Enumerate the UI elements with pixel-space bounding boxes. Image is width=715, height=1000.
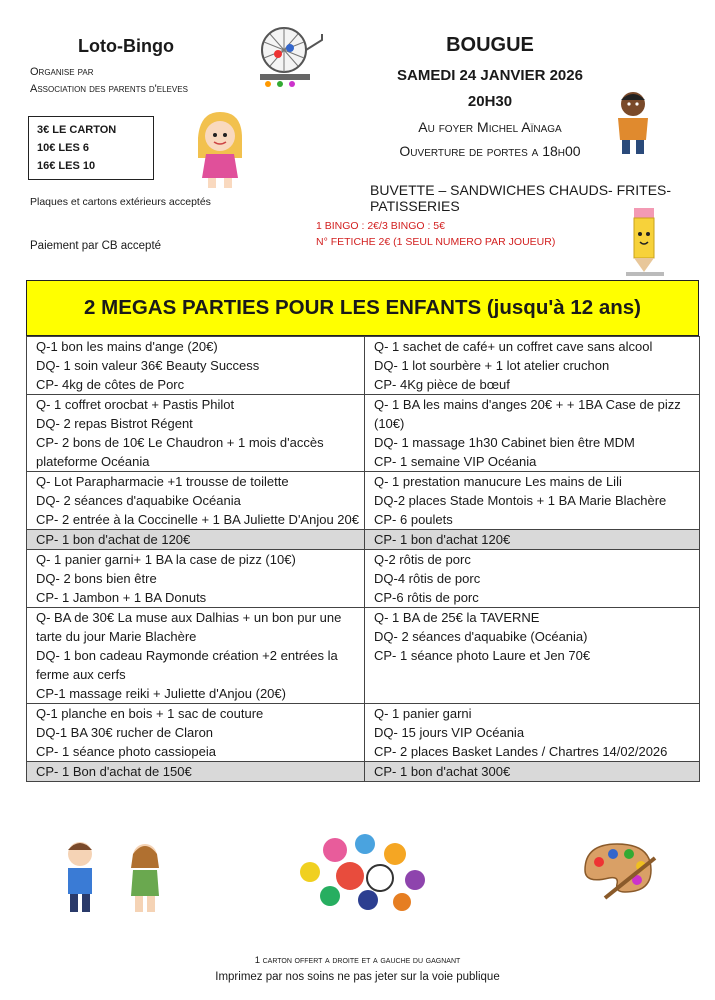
prize-cell-left — [27, 550, 365, 608]
price-line: 3€ LE CARTON — [37, 124, 117, 136]
prize-line: Q- 1 coffret orocbat + Pastis Philot — [36, 397, 235, 412]
prize-line: Q- 1 sachet de café+ un coffret cave sans alcool — [374, 339, 653, 354]
prize-cell-left — [27, 762, 365, 782]
prize-line: CP- 1 bon d'achat de 120€ — [36, 532, 191, 547]
paint-palette-icon — [575, 838, 660, 903]
prize-line: DQ- 2 repas Bistrot Régent — [36, 416, 193, 431]
prize-line: CP- 2 places Basket Landes / Chartres 14/02/2026 — [374, 744, 668, 759]
event-time: 20H30 — [467, 93, 513, 110]
prize-line: Q-1 bon les mains d'ange (20€) — [36, 339, 218, 354]
prize-row — [27, 395, 700, 472]
prize-cell-left — [27, 608, 365, 704]
organiser-label: Organise par — [30, 66, 94, 78]
prize-line: DQ- 1 soin valeur 36€ Beauty Success — [36, 358, 260, 373]
prize-table — [26, 336, 700, 782]
prize-line: CP- 1 Bon d'achat de 150€ — [36, 764, 192, 779]
prize-cell-right — [365, 608, 700, 704]
price-box — [28, 116, 154, 180]
prize-cell-left — [27, 395, 365, 472]
prize-cell-left — [27, 704, 365, 762]
prize-line: DQ- 1 bon cadeau Raymonde création +2 entrées la ferme aux cerfs — [36, 648, 338, 682]
fetiche-note: N° FETICHE 2€ (1 SEUL NUMERO PAR JOUEUR) — [316, 236, 556, 248]
prize-line: CP- 2 bons de 10€ Le Chaudron + 1 mois d'accès plateforme Océania — [36, 435, 324, 469]
prize-row — [27, 704, 700, 762]
prize-line: DQ- 15 jours VIP Océania — [374, 725, 525, 740]
prize-row — [27, 762, 700, 782]
prize-row — [27, 472, 700, 530]
prize-cell-left — [27, 530, 365, 550]
price-line: 10€ LES 6 — [37, 142, 89, 154]
plaques-note: Plaques et cartons extérieurs acceptés — [30, 196, 211, 208]
prize-cell-right — [365, 337, 700, 395]
prize-cell-right — [365, 704, 700, 762]
prize-line: DQ-4 rôtis de porc — [374, 571, 481, 586]
prize-line: Q- Lot Parapharmacie +1 trousse de toilette — [36, 474, 289, 489]
footer-print-note: Imprimez par nos soins ne pas jeter sur la voie publique — [215, 971, 500, 983]
buvette-line: BUVETTE – SANDWICHES CHAUDS- FRITES- PATISSERIES — [370, 182, 672, 214]
prize-line: CP- 1 séance photo Laure et Jen 70€ — [374, 648, 591, 663]
prize-cell-right — [365, 472, 700, 530]
bingo-prices: 1 BINGO : 2€/3 BINGO : 5€ — [316, 220, 445, 232]
prize-cell-left — [27, 337, 365, 395]
prize-line: DQ- 1 lot sourbère + 1 lot atelier cruchon — [374, 358, 610, 373]
prize-row — [27, 550, 700, 608]
prize-line: Q- 1 prestation manucure Les mains de Lili — [374, 474, 622, 489]
prize-line: DQ-2 places Stade Montois + 1 BA Marie Blachère — [374, 493, 667, 508]
prize-row — [27, 608, 700, 704]
footer-offer: 1 carton offert a droite et a gauche du gagnant — [254, 955, 461, 966]
children-illustration — [55, 838, 175, 918]
prize-line: Q- 1 BA de 25€ la TAVERNE — [374, 610, 540, 625]
doors-open: Ouverture de portes a 18h00 — [399, 143, 581, 159]
prize-cell-left — [27, 472, 365, 530]
prize-line: Q- 1 panier garni — [374, 706, 472, 721]
prize-line: CP- 1 bon d'achat 300€ — [374, 764, 511, 779]
prize-line: Q- 1 BA les mains d'anges 20€ + + 1BA Case de pizz (10€) — [374, 397, 681, 431]
prize-line: CP- 1 bon d'achat 120€ — [374, 532, 511, 547]
bingo-cage-icon — [250, 20, 330, 90]
prize-line: CP- 4Kg pièce de bœuf — [374, 377, 510, 392]
lottery-balls-icon — [290, 832, 440, 912]
prize-line: DQ- 1 massage 1h30 Cabinet bien être MDM — [374, 435, 635, 450]
prize-row — [27, 337, 700, 395]
prize-cell-right — [365, 395, 700, 472]
prize-line: DQ- 2 séances d'aquabike Océania — [36, 493, 241, 508]
prize-line: CP- 6 poulets — [374, 512, 453, 527]
boy-illustration — [608, 88, 658, 158]
payment-note: Paiement par CB accepté — [30, 240, 162, 252]
kids-games-banner: 2 MEGAS PARTIES POUR LES ENFANTS (jusqu'à 12 ans) — [26, 280, 699, 336]
price-line: 16€ LES 10 — [37, 160, 96, 172]
event-date: SAMEDI 24 JANVIER 2026 — [397, 67, 583, 84]
city-title: BOUGUE — [446, 34, 534, 56]
event-venue: Au foyer Michel Aïnaga — [418, 119, 562, 135]
prize-line: Q- 1 panier garni+ 1 BA la case de pizz (10€) — [36, 552, 296, 567]
girl-illustration — [190, 108, 250, 193]
event-title: Loto-Bingo — [78, 36, 174, 56]
prize-line: CP- 4kg de côtes de Porc — [36, 377, 185, 392]
prize-line: CP-6 rôtis de porc — [374, 590, 479, 605]
prize-row — [27, 530, 700, 550]
prize-cell-right — [365, 530, 700, 550]
prize-cell-right — [365, 762, 700, 782]
prize-line: CP-1 massage reiki + Juliette d'Anjou (20€) — [36, 686, 286, 701]
prize-line: Q- BA de 30€ La muse aux Dalhias + un bon pur une tarte du jour Marie Blachère — [36, 610, 342, 644]
prize-line: CP- 1 Jambon + 1 BA Donuts — [36, 590, 207, 605]
prize-line: DQ- 2 séances d'aquabike (Océania) — [374, 629, 588, 644]
prize-cell-right — [365, 550, 700, 608]
prize-line: DQ-1 BA 30€ rucher de Claron — [36, 725, 214, 740]
pencil-character-icon — [620, 200, 670, 280]
prize-line: Q-1 planche en bois + 1 sac de couture — [36, 706, 264, 721]
organiser-name: Association des parents d'eleves — [30, 83, 188, 95]
prize-line: CP- 1 séance photo cassiopeia — [36, 744, 216, 759]
prize-line: CP- 2 entrée à la Coccinelle + 1 BA Juliette D'Anjou 20€ — [36, 512, 359, 527]
prize-line: DQ- 2 bons bien être — [36, 571, 157, 586]
prize-line: Q-2 rôtis de porc — [374, 552, 471, 567]
prize-line: CP- 1 semaine VIP Océania — [374, 454, 537, 469]
